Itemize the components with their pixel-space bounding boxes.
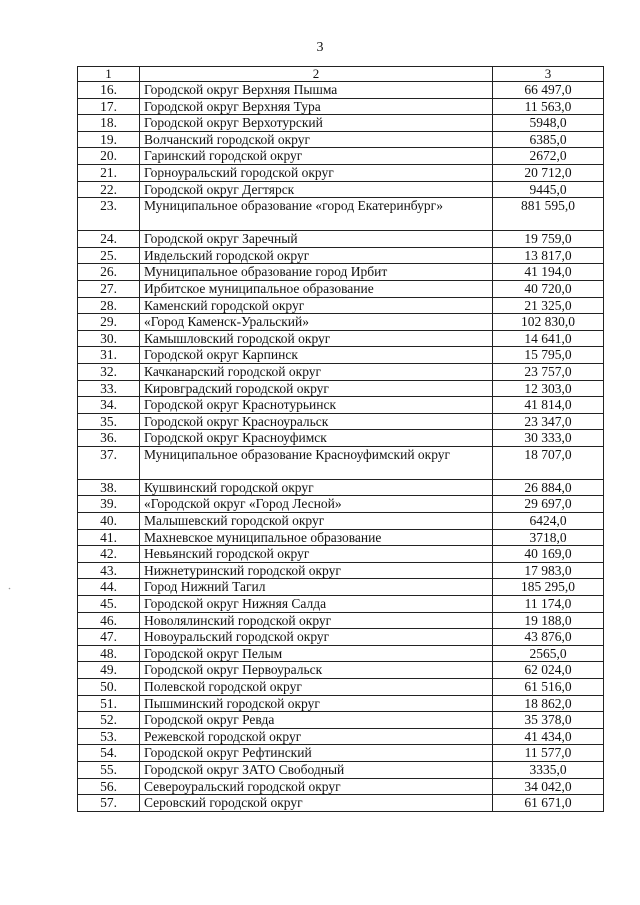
row-number: 30. (78, 330, 140, 347)
table-row (78, 181, 604, 198)
row-number: 19. (78, 131, 140, 148)
row-number: 39. (78, 496, 140, 513)
row-value: 43 876,0 (493, 629, 604, 646)
row-name: Пышминский городской округ (140, 695, 493, 712)
table-row (78, 579, 604, 596)
row-name: Горноуральский городской округ (140, 164, 493, 181)
row-name: «Городской округ «Город Лесной» (140, 496, 493, 513)
row-name: Кировградский городской округ (140, 380, 493, 397)
row-name: Городской округ ЗАТО Свободный (140, 761, 493, 778)
row-number: 44. (78, 579, 140, 596)
row-value: 40 720,0 (493, 280, 604, 297)
row-number: 27. (78, 280, 140, 297)
table-row (78, 546, 604, 563)
row-value: 26 884,0 (493, 479, 604, 496)
table-row (78, 98, 604, 115)
table-row (78, 82, 604, 99)
row-value: 19 188,0 (493, 612, 604, 629)
row-number: 47. (78, 629, 140, 646)
row-number: 20. (78, 148, 140, 165)
row-number: 48. (78, 645, 140, 662)
row-name: Городской округ Ревда (140, 712, 493, 729)
row-name: Город Нижний Тагил (140, 579, 493, 596)
row-name: Городской округ Первоуральск (140, 662, 493, 679)
row-value: 29 697,0 (493, 496, 604, 513)
row-value: 11 174,0 (493, 596, 604, 613)
row-value: 6424,0 (493, 513, 604, 530)
table-row (78, 330, 604, 347)
row-value: 30 333,0 (493, 430, 604, 447)
row-name: Городской округ Верхотурский (140, 115, 493, 132)
row-number: 38. (78, 479, 140, 496)
row-number: 51. (78, 695, 140, 712)
row-value: 34 042,0 (493, 778, 604, 795)
municipality-table (77, 66, 604, 812)
row-value: 18 707,0 (493, 446, 604, 479)
row-number: 34. (78, 397, 140, 414)
row-value: 41 194,0 (493, 264, 604, 281)
column-header-name: 2 (140, 67, 493, 82)
table-row (78, 347, 604, 364)
table-row (78, 430, 604, 447)
row-name: «Город Каменск-Уральский» (140, 314, 493, 331)
row-number: 21. (78, 164, 140, 181)
row-number: 49. (78, 662, 140, 679)
row-value: 40 169,0 (493, 546, 604, 563)
row-name: Североуральский городской округ (140, 778, 493, 795)
row-number: 24. (78, 231, 140, 248)
row-number: 45. (78, 596, 140, 613)
row-number: 52. (78, 712, 140, 729)
row-name: Городской округ Дегтярск (140, 181, 493, 198)
row-value: 23 347,0 (493, 413, 604, 430)
row-number: 55. (78, 761, 140, 778)
table-row (78, 446, 604, 479)
row-name: Гаринский городской округ (140, 148, 493, 165)
row-value: 15 795,0 (493, 347, 604, 364)
row-number: 53. (78, 728, 140, 745)
row-number: 28. (78, 297, 140, 314)
row-value: 41 434,0 (493, 728, 604, 745)
row-name: Городской округ Верхняя Тура (140, 98, 493, 115)
row-value: 41 814,0 (493, 397, 604, 414)
row-name: Махневское муниципальное образование (140, 529, 493, 546)
row-value: 881 595,0 (493, 198, 604, 231)
row-name: Городской округ Краснотурьинск (140, 397, 493, 414)
row-number: 31. (78, 347, 140, 364)
row-value: 61 671,0 (493, 795, 604, 812)
table-row (78, 363, 604, 380)
row-name: Городской округ Карпинск (140, 347, 493, 364)
table-row (78, 380, 604, 397)
row-name: Нижнетуринский городской округ (140, 562, 493, 579)
row-number: 46. (78, 612, 140, 629)
row-number: 22. (78, 181, 140, 198)
row-name: Городской округ Красноуфимск (140, 430, 493, 447)
row-value: 9445,0 (493, 181, 604, 198)
table-row (78, 712, 604, 729)
row-number: 41. (78, 529, 140, 546)
row-number: 56. (78, 778, 140, 795)
row-value: 3718,0 (493, 529, 604, 546)
table-row (78, 164, 604, 181)
row-number: 42. (78, 546, 140, 563)
row-value: 23 757,0 (493, 363, 604, 380)
table-row (78, 596, 604, 613)
row-name: Городской округ Пелым (140, 645, 493, 662)
row-name: Городской округ Нижняя Салда (140, 596, 493, 613)
table-row (78, 496, 604, 513)
row-value: 2565,0 (493, 645, 604, 662)
row-name: Ирбитское муниципальное образование (140, 280, 493, 297)
table-row (78, 115, 604, 132)
row-name: Каменский городской округ (140, 297, 493, 314)
table-row (78, 314, 604, 331)
row-name: Волчанский городской округ (140, 131, 493, 148)
row-value: 11 563,0 (493, 98, 604, 115)
row-value: 3335,0 (493, 761, 604, 778)
scan-mark (8, 577, 11, 580)
table-row (78, 562, 604, 579)
row-name: Камышловский городской округ (140, 330, 493, 347)
row-name: Новоуральский городской округ (140, 629, 493, 646)
column-header-number: 1 (78, 67, 140, 82)
table-row (78, 264, 604, 281)
table-row (78, 645, 604, 662)
row-value: 13 817,0 (493, 247, 604, 264)
table-row (78, 413, 604, 430)
row-value: 66 497,0 (493, 82, 604, 99)
row-value: 102 830,0 (493, 314, 604, 331)
row-value: 14 641,0 (493, 330, 604, 347)
row-number: 40. (78, 513, 140, 530)
row-name: Муниципальное образование город Ирбит (140, 264, 493, 281)
table-row (78, 513, 604, 530)
row-name: Невьянский городской округ (140, 546, 493, 563)
row-name: Кушвинский городской округ (140, 479, 493, 496)
row-value: 2672,0 (493, 148, 604, 165)
row-name: Новолялинский городской округ (140, 612, 493, 629)
table-header-row (78, 67, 604, 82)
row-number: 35. (78, 413, 140, 430)
table-row (78, 745, 604, 762)
table-row (78, 629, 604, 646)
row-value: 35 378,0 (493, 712, 604, 729)
column-header-value: 3 (493, 67, 604, 82)
row-value: 21 325,0 (493, 297, 604, 314)
table-row (78, 778, 604, 795)
table-row (78, 247, 604, 264)
table-row (78, 728, 604, 745)
table-row (78, 231, 604, 248)
row-number: 43. (78, 562, 140, 579)
row-value: 11 577,0 (493, 745, 604, 762)
row-number: 33. (78, 380, 140, 397)
row-name: Режевской городской округ (140, 728, 493, 745)
row-number: 17. (78, 98, 140, 115)
row-name: Городской округ Верхняя Пышма (140, 82, 493, 99)
table-row (78, 297, 604, 314)
row-value: 185 295,0 (493, 579, 604, 596)
row-value: 12 303,0 (493, 380, 604, 397)
row-name: Малышевский городской округ (140, 513, 493, 530)
row-value: 5948,0 (493, 115, 604, 132)
row-name: Городской округ Заречный (140, 231, 493, 248)
row-value: 18 862,0 (493, 695, 604, 712)
row-name: Муниципальное образование «город Екатеринбург» (140, 198, 493, 231)
row-number: 54. (78, 745, 140, 762)
row-name: Городской округ Красноуральск (140, 413, 493, 430)
table-row (78, 679, 604, 696)
row-name: Муниципальное образование Красноуфимский округ (140, 446, 493, 479)
table-row (78, 795, 604, 812)
row-number: 25. (78, 247, 140, 264)
page-number: 3 (316, 40, 324, 55)
row-value: 6385,0 (493, 131, 604, 148)
table-row (78, 612, 604, 629)
table-row (78, 529, 604, 546)
row-name: Качканарский городской округ (140, 363, 493, 380)
row-number: 26. (78, 264, 140, 281)
row-value: 19 759,0 (493, 231, 604, 248)
table-row (78, 761, 604, 778)
table-row (78, 148, 604, 165)
row-number: 18. (78, 115, 140, 132)
row-number: 23. (78, 198, 140, 231)
table-row (78, 479, 604, 496)
row-number: 57. (78, 795, 140, 812)
table-row (78, 280, 604, 297)
table-row (78, 662, 604, 679)
row-name: Ивдельский городской округ (140, 247, 493, 264)
row-number: 29. (78, 314, 140, 331)
row-value: 20 712,0 (493, 164, 604, 181)
row-name: Городской округ Рефтинский (140, 745, 493, 762)
row-name: Серовский городской округ (140, 795, 493, 812)
row-value: 61 516,0 (493, 679, 604, 696)
row-number: 36. (78, 430, 140, 447)
table-row (78, 695, 604, 712)
row-number: 16. (78, 82, 140, 99)
row-value: 17 983,0 (493, 562, 604, 579)
table-row (78, 131, 604, 148)
table-row (78, 198, 604, 231)
table-body (78, 82, 604, 812)
row-number: 50. (78, 679, 140, 696)
row-value: 62 024,0 (493, 662, 604, 679)
table-row (78, 397, 604, 414)
row-number: 37. (78, 446, 140, 479)
row-number: 32. (78, 363, 140, 380)
row-name: Полевской городской округ (140, 679, 493, 696)
